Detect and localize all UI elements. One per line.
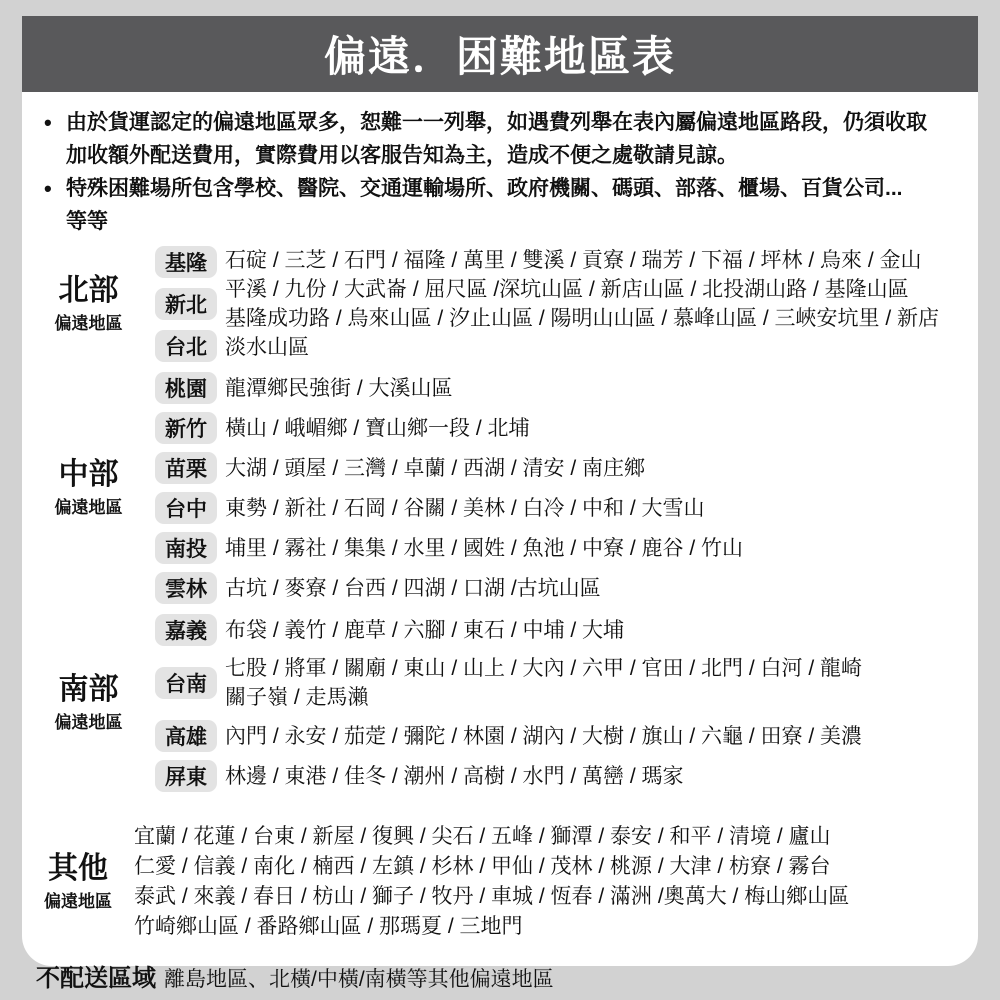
group-central [22, 372, 964, 604]
table-row-yunlin [155, 572, 964, 604]
table-row-hsinchu [155, 412, 964, 444]
city-badge-taipei: 台北 [155, 330, 217, 362]
areas-hsinchu: 橫山 / 峨嵋鄉 / 寶山鄉一段 / 北埔 [225, 416, 530, 440]
no-delivery-label: 不配送區域 [36, 965, 156, 992]
areas-yunlin: 古坑 / 麥寮 / 台西 / 四湖 / 口湖 /古坑山區 [225, 576, 601, 600]
intro-bullet-2 [22, 172, 958, 238]
city-badge-pingtung: 屏東 [155, 760, 217, 792]
north-areas-line-4: 淡水山區 [225, 336, 309, 359]
card-header [22, 16, 978, 92]
areas-tainan-line-1: 七股 / 將軍 / 關廟 / 東山 / 山上 / 大內 / 六甲 / 官田 / 北門 / 白河 / 龍崎 [225, 657, 863, 680]
areas-taoyuan: 龍潭鄉民強街 / 大溪山區 [225, 376, 453, 400]
no-delivery-areas: 離島地區、北橫/中橫/南橫等其他偏遠地區 [164, 968, 554, 991]
intro-bullet-2-line-1: • 特殊困難場所包含學校、醫院、交通運輸場所、政府機關、碼頭、部落、櫃場、百貨公司... [66, 177, 903, 200]
group-other-name: 其他 [48, 852, 108, 886]
group-other-label [22, 852, 134, 912]
areas-taichung: 東勢 / 新社 / 石岡 / 谷關 / 美林 / 白冷 / 中和 / 大雪山 [225, 496, 705, 520]
areas-tainan-line-2: 關子嶺 / 走馬瀨 [225, 686, 369, 709]
north-areas-line-3: 基隆成功路 / 烏來山區 / 汐止山區 / 陽明山山區 / 慕峰山區 / 三峽安坑里 / 新店 [225, 307, 940, 330]
table-row-pingtung [155, 760, 964, 792]
north-areas-line-2: 平溪 / 九份 / 大武崙 / 屈尺區 /深坑山區 / 新店山區 / 北投湖山路 / 基隆山區 [225, 278, 909, 301]
areas-pingtung: 林邊 / 東港 / 佳冬 / 潮州 / 高樹 / 水門 / 萬巒 / 瑪家 [225, 764, 684, 788]
group-south-label [22, 673, 155, 733]
table-row-nantou [155, 532, 964, 564]
areas-nantou: 埔里 / 霧社 / 集集 / 水里 / 國姓 / 魚池 / 中寮 / 鹿谷 / 竹山 [225, 536, 744, 560]
table-row-taoyuan [155, 372, 964, 404]
city-badge-miaoli: 苗栗 [155, 452, 217, 484]
city-badge-tainan: 台南 [155, 667, 217, 699]
group-other-subtitle: 偏遠地區 [44, 891, 112, 911]
city-badge-taichung: 台中 [155, 492, 217, 524]
group-north-name: 北部 [58, 274, 119, 308]
areas-chiayi: 布袋 / 義竹 / 鹿草 / 六腳 / 東石 / 中埔 / 大埔 [225, 618, 625, 642]
intro-notes [22, 102, 964, 240]
group-north [22, 246, 964, 362]
intro-bullet-1-line-1: • 由於貨運認定的偏遠地區眾多，恕難一一列舉，如遇費列舉在表內屬偏遠地區路段，仍須收取 [66, 111, 927, 134]
other-areas-line-3: 泰武 / 來義 / 春日 / 枋山 / 獅子 / 牧丹 / 車城 / 恆春 / 滿洲 /奧萬大 / 梅山鄉山區 [134, 885, 850, 908]
other-areas-line-2: 仁愛 / 信義 / 南化 / 楠西 / 左鎮 / 杉林 / 甲仙 / 茂林 / 桃源 / 大津 / 枋寮 / 霧台 [134, 855, 831, 878]
table-row-tainan [155, 654, 964, 712]
areas-miaoli: 大湖 / 頭屋 / 三灣 / 卓蘭 / 西湖 / 清安 / 南庄鄉 [225, 456, 646, 480]
areas-tainan [225, 654, 862, 712]
city-badge-yunlin: 雲林 [155, 572, 217, 604]
group-other [22, 822, 964, 942]
no-delivery-row [22, 958, 964, 993]
intro-bullet-2-line-2: 等等 [66, 210, 108, 233]
other-areas-line-1: 宜蘭 / 花蓮 / 台東 / 新屋 / 復興 / 尖石 / 五峰 / 獅潭 / 泰安 / 和平 / 清境 / 廬山 [134, 825, 831, 848]
intro-bullet-1 [22, 106, 958, 172]
table-row-taichung [155, 492, 964, 524]
group-south-name: 南部 [58, 673, 119, 707]
group-north-badges [155, 246, 217, 362]
areas-kaohsiung: 內門 / 永安 / 茄萣 / 彌陀 / 林園 / 湖內 / 大樹 / 旗山 / 六龜 / 田寮 / 美濃 [225, 724, 863, 748]
table-row-kaohsiung [155, 720, 964, 752]
group-south-subtitle: 偏遠地區 [54, 712, 123, 732]
remote-area-table-card [22, 16, 978, 992]
intro-bullet-1-line-2: 加收額外配送費用，實際費用以客服告知為主，造成不便之處敬請見諒。 [66, 144, 738, 167]
group-north-row [155, 246, 939, 362]
city-badge-keelung: 基隆 [155, 246, 217, 278]
group-central-label [22, 458, 155, 518]
city-badge-nantou: 南投 [155, 532, 217, 564]
city-badge-new-taipei: 新北 [155, 288, 217, 320]
group-south-rows [155, 614, 964, 792]
page-title: 偏遠．困難地區表 [323, 33, 676, 80]
group-other-areas [134, 822, 849, 942]
city-badge-hsinchu: 新竹 [155, 412, 217, 444]
group-north-label [22, 274, 155, 334]
group-north-subtitle: 偏遠地區 [54, 313, 123, 333]
other-areas-line-4: 竹崎鄉山區 / 番路鄉山區 / 那瑪夏 / 三地門 [134, 915, 523, 938]
table-row-miaoli [155, 452, 964, 484]
city-badge-kaohsiung: 高雄 [155, 720, 217, 752]
city-badge-taoyuan: 桃園 [155, 372, 217, 404]
group-south [22, 614, 964, 792]
card-body [22, 92, 978, 993]
group-north-areas [225, 246, 939, 362]
region-groups [22, 246, 964, 942]
group-central-subtitle: 偏遠地區 [54, 497, 123, 517]
group-central-rows [155, 372, 964, 604]
table-row-chiayi [155, 614, 964, 646]
city-badge-chiayi: 嘉義 [155, 614, 217, 646]
group-central-name: 中部 [58, 458, 119, 492]
north-areas-line-1: 石碇 / 三芝 / 石門 / 福隆 / 萬里 / 雙溪 / 貢寮 / 瑞芳 / 下福 / 坪林 / 烏來 / 金山 [225, 249, 922, 272]
